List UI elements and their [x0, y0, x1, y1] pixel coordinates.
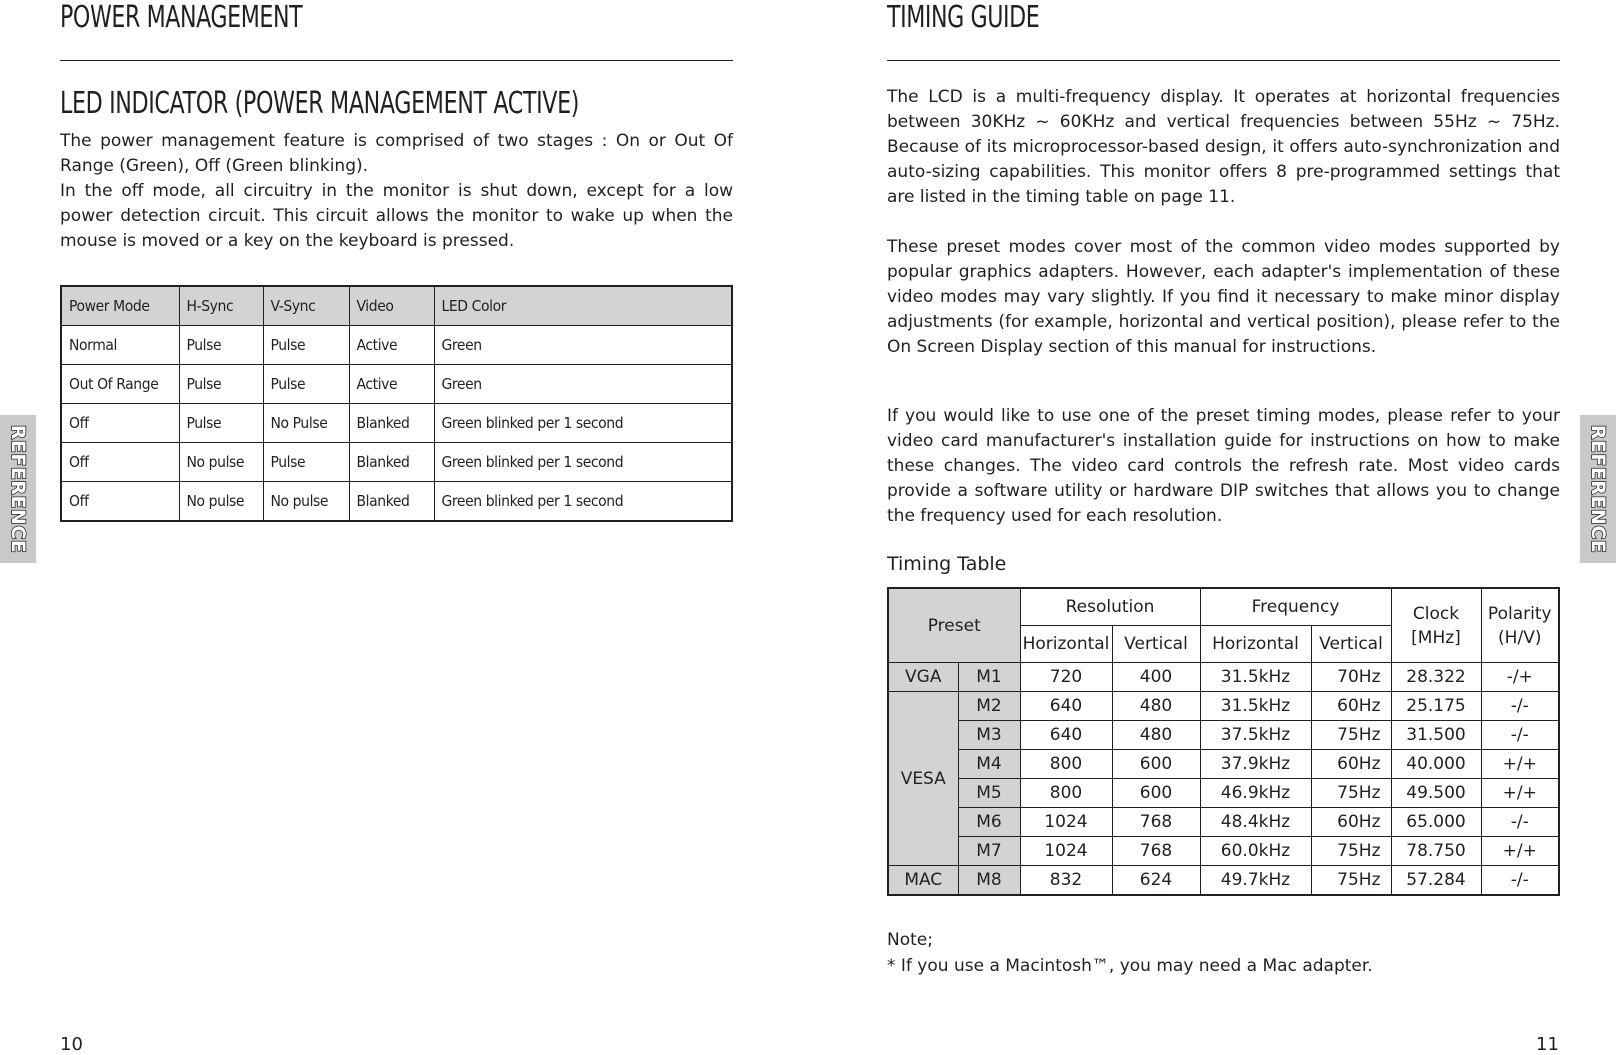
table-row [61, 404, 732, 443]
timing-guide-paragraph-2: These preset modes cover most of the common video modes supported by popular graphics adapters. However, each adapter's implementation of these video modes may vary slightly. If you find it necessary to make minor display adjustments (for example, horizontal and vertical position), please refer to the On Screen Display section of this manual for instructions. [887, 237, 1560, 357]
note-text: * If you use a Macintosh™, you may need a Mac adapter. [887, 956, 1373, 976]
led-header-h-sync: H-Sync [179, 286, 263, 326]
table-cell: 40.000 [1391, 750, 1481, 779]
table-cell: No pulse [179, 482, 263, 522]
table-cell: Active [349, 326, 434, 365]
table-cell: 48.4kHz [1200, 808, 1311, 837]
table-cell: +/+ [1481, 750, 1559, 779]
table-cell: 75Hz [1311, 866, 1391, 896]
table-cell: 480 [1112, 721, 1200, 750]
table-cell: -/+ [1481, 663, 1559, 692]
table-cell: 624 [1112, 866, 1200, 896]
table-cell: Pulse [263, 443, 349, 482]
table-row [888, 721, 1559, 750]
table-row [61, 443, 732, 482]
preset-mode: M8 [958, 866, 1020, 896]
table-cell: Pulse [179, 326, 263, 365]
timing-header-frequency-horizontal: Horizontal [1200, 626, 1311, 663]
timing-header-preset: Preset [888, 588, 1020, 663]
title-rule [60, 60, 733, 61]
preset-mode: M5 [958, 779, 1020, 808]
note-block [887, 927, 1373, 979]
table-cell: Normal [61, 326, 179, 365]
led-table-header-row [61, 286, 732, 326]
preset-mode: M4 [958, 750, 1020, 779]
table-cell: 75Hz [1311, 779, 1391, 808]
table-cell: -/- [1481, 721, 1559, 750]
table-cell: 400 [1112, 663, 1200, 692]
table-cell: 49.7kHz [1200, 866, 1311, 896]
table-row [888, 750, 1559, 779]
timing-header-resolution: Resolution [1020, 588, 1200, 626]
table-cell: 46.9kHz [1200, 779, 1311, 808]
table-cell: Off [61, 404, 179, 443]
table-cell: 800 [1020, 779, 1112, 808]
preset-mode: M1 [958, 663, 1020, 692]
table-cell: Pulse [263, 365, 349, 404]
timing-header-clock: Clock [MHz] [1391, 588, 1481, 663]
table-cell: Blanked [349, 443, 434, 482]
table-cell: 75Hz [1311, 721, 1391, 750]
note-label: Note; [887, 930, 933, 950]
preset-group-vga: VGA [888, 663, 958, 692]
led-header-led-color: LED Color [434, 286, 732, 326]
timing-header-resolution-horizontal: Horizontal [1020, 626, 1112, 663]
table-row [61, 365, 732, 404]
table-cell: 31.5kHz [1200, 663, 1311, 692]
table-cell: 37.9kHz [1200, 750, 1311, 779]
timing-table-caption: Timing Table [887, 553, 1007, 575]
table-cell: Green blinked per 1 second [434, 404, 732, 443]
power-management-paragraph-2: In the off mode, all circuitry in the monitor is shut down, except for a low power detection circuit. This circuit allows the monitor to wake up when the mouse is moved or a key on the keyboard is pressed. [60, 181, 733, 251]
table-cell: 600 [1112, 750, 1200, 779]
table-row [888, 692, 1559, 721]
timing-header-polarity: Polarity (H/V) [1481, 588, 1559, 663]
table-cell: 65.000 [1391, 808, 1481, 837]
led-indicator-heading: LED INDICATOR (POWER MANAGEMENT ACTIVE) [60, 86, 580, 121]
table-cell: 720 [1020, 663, 1112, 692]
reference-side-tab-right [1580, 415, 1616, 563]
table-row [888, 808, 1559, 837]
table-cell: +/+ [1481, 837, 1559, 866]
table-cell: 60.0kHz [1200, 837, 1311, 866]
table-cell: 60Hz [1311, 692, 1391, 721]
timing-guide-paragraph-3: If you would like to use one of the preset timing modes, please refer to your video card manufacturer's installation guide for instructions on how to make these changes. The video card controls the refresh rate. Most video cards provide a software utility or hardware DIP switches that allows you to change the frequency used for each resolution. [887, 406, 1560, 526]
table-cell: Pulse [179, 365, 263, 404]
table-cell: 768 [1112, 808, 1200, 837]
preset-group-mac: MAC [888, 866, 958, 896]
timing-header-frequency-vertical: Vertical [1311, 626, 1391, 663]
table-row [888, 837, 1559, 866]
table-row [888, 866, 1559, 896]
table-cell: 600 [1112, 779, 1200, 808]
table-cell: +/+ [1481, 779, 1559, 808]
table-cell: Off [61, 482, 179, 522]
table-cell: 37.5kHz [1200, 721, 1311, 750]
led-header-video: Video [349, 286, 434, 326]
table-cell: 60Hz [1311, 808, 1391, 837]
preset-mode: M6 [958, 808, 1020, 837]
side-tab-label: REFERENCE [7, 424, 29, 554]
table-cell: Blanked [349, 482, 434, 522]
table-cell: 480 [1112, 692, 1200, 721]
table-cell: -/- [1481, 808, 1559, 837]
table-cell: Off [61, 443, 179, 482]
reference-side-tab-left [0, 415, 36, 563]
page-title-timing-guide: TIMING GUIDE [887, 0, 1040, 35]
table-cell: 78.750 [1391, 837, 1481, 866]
table-cell: 832 [1020, 866, 1112, 896]
table-cell: 70Hz [1311, 663, 1391, 692]
table-cell: Green blinked per 1 second [434, 482, 732, 522]
table-cell: Pulse [263, 326, 349, 365]
page-number-right: 11 [1536, 1034, 1559, 1055]
table-row [61, 326, 732, 365]
led-header-v-sync: V-Sync [263, 286, 349, 326]
table-cell: 31.5kHz [1200, 692, 1311, 721]
timing-table [887, 587, 1560, 896]
table-cell: 1024 [1020, 837, 1112, 866]
table-cell: -/- [1481, 866, 1559, 896]
table-cell: Green blinked per 1 second [434, 443, 732, 482]
table-cell: 640 [1020, 721, 1112, 750]
table-cell: Pulse [179, 404, 263, 443]
table-row [888, 779, 1559, 808]
table-cell: No pulse [179, 443, 263, 482]
page-title-power-management: POWER MANAGEMENT [60, 0, 303, 35]
title-rule [887, 60, 1560, 61]
led-header-power-mode: Power Mode [61, 286, 179, 326]
timing-header-row-1 [888, 588, 1559, 626]
side-tab-label: REFERENCE [1587, 424, 1609, 554]
table-cell: Out Of Range [61, 365, 179, 404]
timing-header-resolution-vertical: Vertical [1112, 626, 1200, 663]
table-cell: 768 [1112, 837, 1200, 866]
table-cell: -/- [1481, 692, 1559, 721]
table-row [61, 482, 732, 522]
preset-mode: M2 [958, 692, 1020, 721]
table-cell: Blanked [349, 404, 434, 443]
power-management-paragraph-1: The power management feature is comprised of two stages : On or Out Of Range (Green), Off (Green blinking). [60, 131, 733, 176]
table-cell: 800 [1020, 750, 1112, 779]
led-indicator-table [60, 285, 733, 522]
table-row [888, 663, 1559, 692]
timing-guide-paragraph-1: The LCD is a multi-frequency display. It operates at horizontal frequencies between 30KHz ~ 60KHz and vertical frequencies between 55Hz ~ 75Hz. Because of its microprocessor-based design, it offers auto-synchronization and auto-sizing capabilities. This monitor offers 8 pre-programmed settings that are listed in the timing table on page 11. [887, 87, 1560, 207]
table-cell: 25.175 [1391, 692, 1481, 721]
table-cell: 57.284 [1391, 866, 1481, 896]
preset-mode: M3 [958, 721, 1020, 750]
table-cell: 75Hz [1311, 837, 1391, 866]
table-cell: 28.322 [1391, 663, 1481, 692]
table-cell: 49.500 [1391, 779, 1481, 808]
table-cell: Active [349, 365, 434, 404]
table-cell: 31.500 [1391, 721, 1481, 750]
table-cell: Green [434, 326, 732, 365]
table-cell: 60Hz [1311, 750, 1391, 779]
table-cell: 1024 [1020, 808, 1112, 837]
table-cell: No Pulse [263, 404, 349, 443]
table-cell: Green [434, 365, 732, 404]
table-cell: No pulse [263, 482, 349, 522]
timing-header-frequency: Frequency [1200, 588, 1391, 626]
page-number-left: 10 [60, 1034, 83, 1055]
preset-mode: M7 [958, 837, 1020, 866]
preset-group-vesa: VESA [888, 692, 958, 866]
table-cell: 640 [1020, 692, 1112, 721]
